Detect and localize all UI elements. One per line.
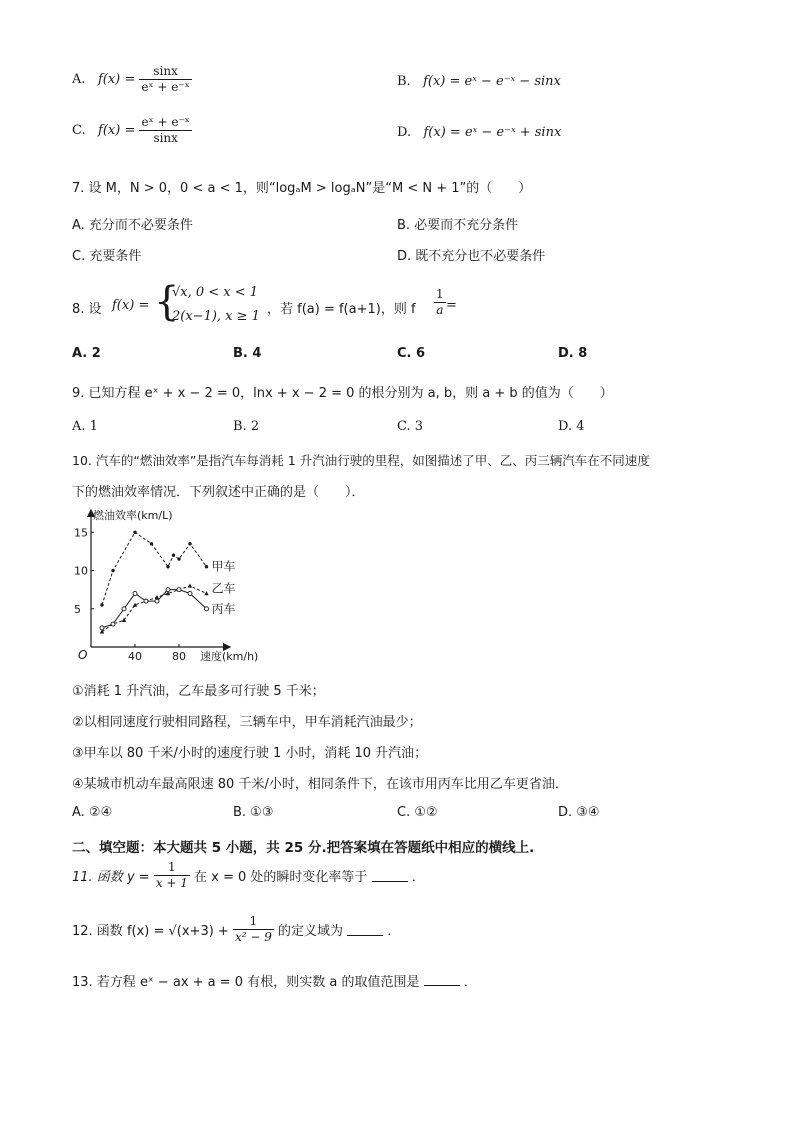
fraction: [434, 287, 446, 318]
q9-option-d: D. 4: [558, 419, 585, 434]
q9-option-a: A. 1: [72, 419, 98, 434]
q7-option-d: D. 既不充分也不必要条件: [397, 249, 546, 264]
q7-option-c: C. 充要条件: [72, 249, 142, 264]
formula-lhs: f(x) =: [98, 123, 136, 138]
data-point: [166, 565, 169, 568]
q11-stem: [72, 860, 425, 891]
data-point: [188, 591, 192, 595]
formula: f(x) = eˣ − e⁻ˣ − sinx: [423, 74, 561, 89]
q8-option-a: A. 2: [72, 346, 101, 361]
fraction-numerator: 1: [154, 860, 190, 876]
data-point: [133, 591, 137, 595]
option-label: C.: [72, 123, 86, 138]
fuel-efficiency-chart: [70, 505, 280, 670]
q13-stem: [72, 971, 477, 990]
data-point: [122, 607, 126, 611]
q10-option-c: C. ①②: [397, 805, 438, 820]
q8-option-c: C. 6: [397, 346, 426, 361]
fraction-denominator: sinx: [153, 131, 178, 145]
data-point: [155, 599, 159, 603]
q10-stem-line2: 下的燃油效率情况．下列叙述中正确的是（ ）．: [72, 485, 365, 500]
x-tick-label: 80: [172, 650, 186, 663]
data-point: [205, 565, 208, 568]
q6-option-d: [397, 125, 561, 140]
fraction-denominator: eˣ + e⁻ˣ: [141, 80, 190, 94]
fraction-numerator: 1: [233, 914, 274, 930]
q10-statement-3: ③甲车以 80 千米/小时的速度行驶 1 小时，消耗 10 升汽油；: [72, 746, 428, 761]
q12-suffix: 的定义域为: [278, 924, 344, 939]
q12-end: ．: [387, 924, 401, 939]
fraction: [154, 860, 190, 891]
legend-label: 丙车: [211, 601, 236, 616]
x-tick-label: 40: [128, 650, 142, 663]
q6-option-b: [397, 74, 561, 89]
q12-prefix: 12. 函数 f(x) = √(x+3) +: [72, 924, 229, 939]
q9-stem: 9. 已知方程 eˣ + x − 2 = 0，lnx + x − 2 = 0 的根分别为 a, b，则 a + b 的值为（ ）: [72, 386, 613, 401]
formula-lhs: f(x) =: [112, 298, 150, 313]
data-point: [204, 591, 208, 595]
q8-prefix: 8. 设: [72, 302, 102, 317]
q10-option-d: D. ③④: [558, 805, 600, 820]
y-axis-label: 燃油效率(km/L): [93, 509, 173, 522]
q6-option-c: [72, 115, 192, 146]
q11-prefix: 11. 函数 y =: [72, 870, 150, 885]
q12-stem: [72, 914, 400, 945]
fraction-numerator: eˣ + e⁻ˣ: [141, 115, 190, 129]
q7-option-b: B. 必要而不充分条件: [397, 218, 519, 233]
q13-end: ．: [463, 975, 477, 990]
q10-option-b: B. ①③: [233, 805, 274, 820]
brace-symbol: {: [154, 279, 180, 325]
data-point: [188, 542, 191, 545]
origin-label: O: [78, 648, 88, 662]
equals-sign: =: [446, 298, 457, 313]
piecewise-case-2: 2(x−1), x ≥ 1: [172, 309, 260, 324]
option-label: D.: [397, 125, 412, 140]
fraction-denominator: a: [436, 303, 444, 317]
answer-blank[interactable]: [372, 869, 408, 882]
data-point: [155, 595, 159, 599]
y-tick-label: 5: [74, 602, 81, 616]
fraction-numerator: sinx: [139, 64, 191, 80]
q8-option-b: B. 4: [233, 346, 262, 361]
data-point: [100, 626, 104, 630]
data-point: [177, 557, 180, 560]
data-point: [166, 588, 170, 592]
data-point: [177, 588, 181, 592]
data-point: [144, 599, 148, 603]
q10-stem-line1: 10. 汽车的“燃油效率”是指汽车每消耗 1 升汽油行驶的里程，如图描述了甲、乙、丙三辆汽车在不同速度: [72, 453, 650, 468]
y-tick-label: 15: [74, 526, 88, 540]
data-point: [150, 542, 153, 545]
data-point: [133, 531, 136, 534]
y-tick-label: 10: [74, 564, 88, 578]
formula: f(x) = eˣ − e⁻ˣ + sinx: [423, 125, 562, 140]
data-point: [188, 584, 192, 588]
q10-statement-1: ①消耗 1 升汽油，乙车最多可行驶 5 千米；: [72, 684, 325, 699]
q10-statement-4: ④某城市机动车最高限速 80 千米/小时，相同条件下，在该市用丙车比用乙车更省油．: [72, 777, 568, 792]
formula-lhs: f(x) =: [97, 72, 136, 87]
piecewise-case-1: √x, 0 < x < 1: [172, 285, 259, 300]
q7-option-a: A. 充分而不必要条件: [72, 218, 193, 233]
fraction: [139, 115, 191, 146]
q11-end: ．: [411, 870, 425, 885]
data-point: [205, 607, 209, 611]
q10-statement-2: ②以相同速度行驶相同路程，三辆车中，甲车消耗汽油最少；: [72, 715, 422, 730]
data-point: [111, 622, 115, 626]
legend-label: 甲车: [211, 559, 236, 574]
section-heading: 二、填空题：本大题共 5 小题，共 25 分.把答案填在答题纸中相应的横线上.: [72, 840, 535, 856]
q6-option-a: [72, 64, 192, 95]
fraction-numerator: 1: [436, 287, 444, 301]
q8-condition: ，若 f(a) = f(a+1)，则 f: [267, 302, 416, 317]
x-axis-label: 速度(km/h): [200, 650, 259, 663]
answer-blank[interactable]: [424, 973, 460, 986]
q11-suffix: 在 x = 0 处的瞬时变化率等于: [194, 870, 368, 885]
q9-option-c: C. 3: [397, 419, 424, 434]
q10-option-a: A. ②④: [72, 805, 113, 820]
q9-option-b: B. 2: [233, 419, 260, 434]
data-point: [111, 569, 114, 572]
fraction-denominator: x + 1: [155, 876, 188, 890]
data-point: [100, 603, 103, 606]
option-label: A.: [72, 72, 86, 87]
option-label: B.: [397, 74, 411, 89]
q13-prefix: 13. 若方程 eˣ − ax + a = 0 有根，则实数 a 的取值范围是: [72, 975, 420, 990]
q8-option-d: D. 8: [558, 346, 588, 361]
legend-label: 乙车: [211, 581, 236, 596]
data-point: [172, 554, 175, 557]
answer-blank[interactable]: [347, 923, 383, 936]
q7-stem: 7. 设 M，N > 0，0 < a < 1，则“logₐM > logₐN”是“M < N + 1”的（ ）: [72, 181, 532, 196]
fraction: [233, 914, 274, 945]
fraction-denominator: x² − 9: [234, 930, 272, 944]
fraction: [139, 64, 191, 95]
